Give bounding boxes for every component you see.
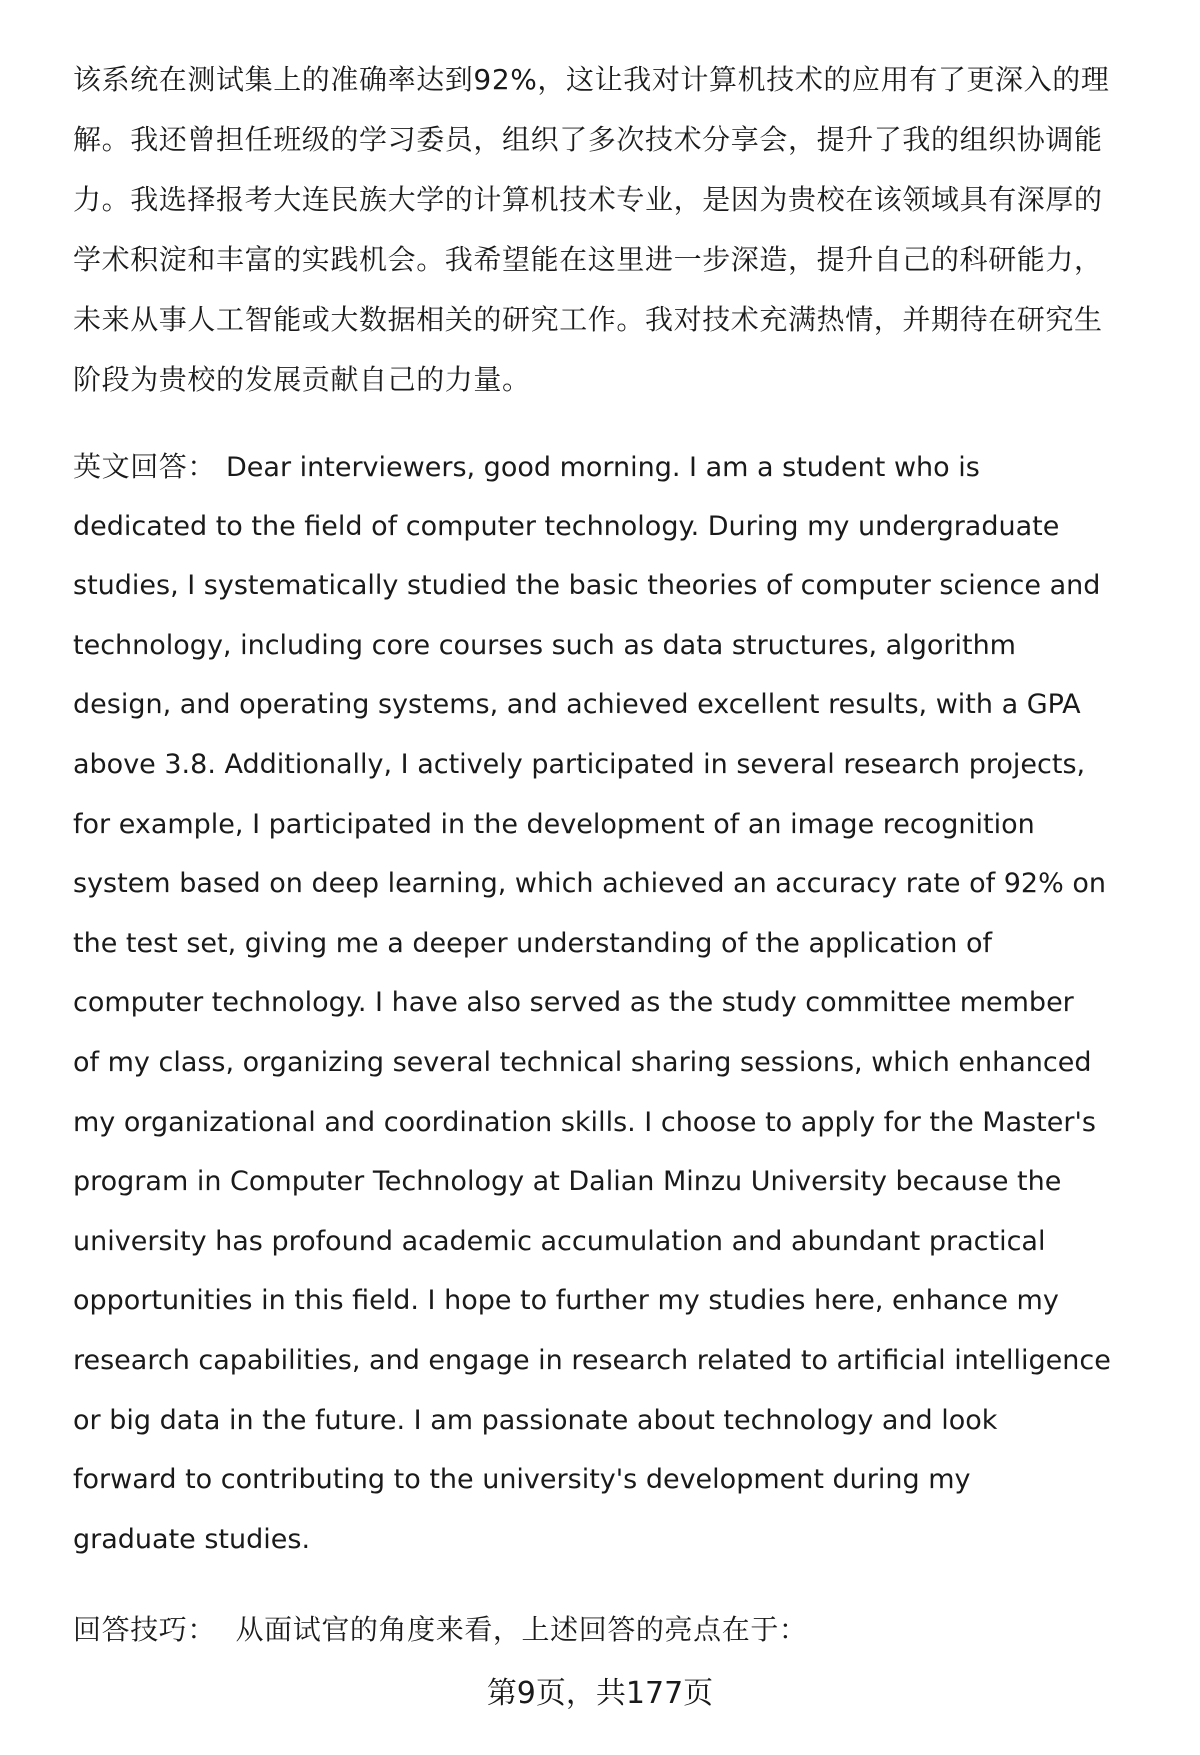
answer-line: program in Computer Technology at Dalian Minzu University because the [73, 1166, 1062, 1198]
paragraph-line: 阶段为贵校的发展贡献自己的力量。 [73, 363, 531, 396]
answer-text: Dear interviewers, good morning. I am a student who is [226, 452, 980, 483]
answer-line [73, 447, 980, 488]
answer-line: opportunities in this field. I hope to further my studies here, enhance my [73, 1285, 1059, 1317]
paragraph-line: 未来从事人工智能或大数据相关的研究工作。我对技术充满热情，并期待在研究生 [73, 303, 1103, 336]
answer-line: dedicated to the field of computer technology. During my undergraduate [73, 510, 1060, 542]
tips-line [73, 1610, 808, 1650]
page-indicator: 第9页，共177页 [486, 1676, 714, 1711]
answer-line: or big data in the future. I am passionate about technology and look [73, 1404, 998, 1436]
answer-line: computer technology. I have also served as the study committee member [73, 987, 1074, 1019]
answer-line: for example, I participated in the development of an image recognition [73, 808, 1035, 840]
answer-line: my organizational and coordination skills. I choose to apply for the Master's [73, 1106, 1096, 1138]
answer-line: system based on deep learning, which achieved an accuracy rate of 92% on [73, 868, 1106, 900]
answer-line: research capabilities, and engage in research related to artificial intelligence [73, 1345, 1111, 1376]
tips-label: 回答技巧： [73, 1613, 217, 1646]
answer-line: design, and operating systems, and achieved excellent results, with a GPA [73, 689, 1081, 721]
paragraph-line: 力。我选择报考大连民族大学的计算机技术专业，是因为贵校在该领域具有深厚的 [73, 183, 1103, 216]
answer-line: university has profound academic accumulation and abundant practical [73, 1225, 1046, 1257]
tips-text: 从面试官的角度来看，上述回答的亮点在于： [235, 1613, 808, 1646]
paragraph-line: 学术积淀和丰富的实践机会。我希望能在这里进一步深造，提升自己的科研能力， [73, 243, 1103, 276]
paragraph-line: 该系统在测试集上的准确率达到92%，这让我对计算机技术的应用有了更深入的理 [73, 63, 1110, 96]
answer-line: graduate studies. [73, 1523, 311, 1555]
answer-line: forward to contributing to the university's development during my [73, 1464, 971, 1496]
answer-line: the test set, giving me a deeper understanding of the application of [73, 927, 993, 959]
answer-line: technology, including core courses such as data structures, algorithm [73, 629, 1016, 661]
english-answer-label: 英文回答： [73, 450, 217, 483]
answer-line: above 3.8. Additionally, I actively participated in several research projects, [73, 749, 1086, 780]
answer-line: of my class, organizing several technical sharing sessions, which enhanced [73, 1047, 1092, 1078]
answer-line: studies, I systematically studied the basic theories of computer science and [73, 570, 1101, 602]
paragraph-line: 解。我还曾担任班级的学习委员，组织了多次技术分享会，提升了我的组织协调能 [73, 123, 1103, 156]
